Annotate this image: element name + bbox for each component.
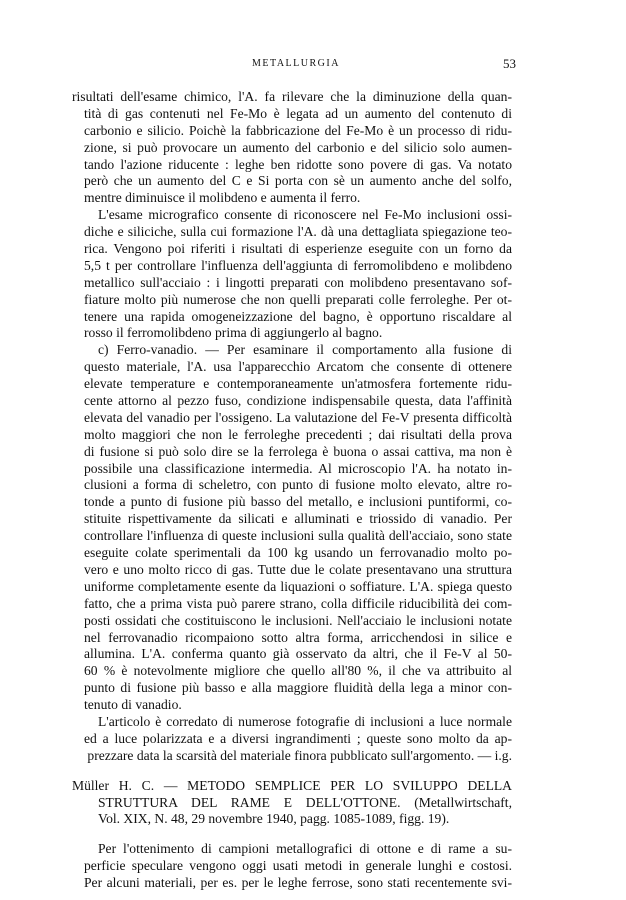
running-head xyxy=(76,58,516,78)
body-line: perficie speculare vengono oggi usati metodi in generale lunghi e costosi. xyxy=(84,858,512,874)
body-line: rosso il ferromolibdeno prima di aggiungerlo al bagno. xyxy=(84,325,383,341)
body-line: tità di gas contenuti nel Fe-Mo è legata ad un aumento del contenuto di xyxy=(84,105,512,121)
section-gap xyxy=(72,828,512,841)
body-line: cente attorno al pezzo fuso, condizione indispensabile questa, data l'affinità xyxy=(84,393,512,409)
body-line: possibile una classificazione intermedia. Al microscopio l'A. ha notato in- xyxy=(84,460,512,476)
citation-line: Müller H. C. — METODO SEMPLICE PER LO SVILUPPO DELLA xyxy=(72,777,512,793)
body-line: fiature molto più numerose che non quelli preparati colle ferroleghe. Per ot- xyxy=(84,291,512,307)
body-line: elevate temperature e contemporaneamente un'atmosfera fortemente ridu- xyxy=(84,376,512,392)
body-line: carbonio e silicio. Poichè la fabbricazione del Fe-Mo è un processo di ridu- xyxy=(84,122,512,138)
body-line: elevata del vanadio per l'ossigeno. La valutazione del Fe-V presenta difficoltà xyxy=(84,409,512,425)
body-line: questo materiale, l'A. usa l'apparecchio Arcatom che consente di ottenere xyxy=(84,359,512,375)
body-line: posti ossidati che costituiscono le inclusioni. Nell'acciaio le inclusioni notate xyxy=(84,612,512,628)
body-line: Per l'ottenimento di campioni metallografici di ottone e di rame a su- xyxy=(98,841,512,857)
body-line: tonde a punto di fusione più basso del metallo, e inclusioni puntiformi, co- xyxy=(84,494,512,510)
citation-line: STRUTTURA DEL RAME E DELL'OTTONE. (Metallwirtschaft, xyxy=(98,794,512,810)
body-line: uniforme completamente esente da liquazioni o soffiature. L'A. spiega questo xyxy=(84,578,512,594)
body-line: L'esame micrografico consente di riconoscere nel Fe-Mo inclusioni ossi- xyxy=(98,207,512,223)
body-line: diche e siliciche, sulla cui formazione l'A. dà una dettagliata spiegazione teo- xyxy=(84,224,512,240)
body-line: rica. Vengono poi riferiti i risultati di esperienze eseguite con un forno da xyxy=(84,241,512,257)
body-line: 5,5 t per controllare l'influenza dell'aggiunta di ferromolibdeno e molibdeno xyxy=(84,257,512,273)
body-line: però che un aumento del C e Si porta con sè un aumento anche del solfo, xyxy=(84,173,512,189)
body-line: zione, si può provocare un aumento del carbonio e del silicio solo aumen- xyxy=(84,139,512,155)
body-line: metallico sull'acciaio : i lingotti preparati con molibdeno presentavano sof- xyxy=(84,274,512,290)
body-line: vero e uno molto ricco di gas. Tutte due le colate presentavano una struttura xyxy=(84,561,512,577)
body-line: stituite rispettivamente da silicati e alluminati e triossido di vanadio. Per xyxy=(84,511,512,527)
body-line: ed a luce polarizzata e a diversi ingrandimenti ; queste sono molto da ap- xyxy=(84,730,512,746)
page-number: 53 xyxy=(503,56,516,71)
body-line: 60 % è notevolmente migliore che quello all'80 %, il che va attribuito al xyxy=(84,663,512,679)
body-line: molto maggiori che non le ferroleghe precedenti ; dai risultati della prova xyxy=(84,426,512,442)
body-line: fatto, che a prima vista può parere strano, colla difficile riducibilità dei com- xyxy=(84,595,512,611)
body-line: clusioni a forma di scheletro, con punto di fusione molto elevato, altre ro- xyxy=(84,477,512,493)
body-line: nel ferrovanadio ricompaiono sotto altra forma, arricchendosi in silice e xyxy=(84,629,512,645)
body-line: tando l'azione riducente : leghe ben ridotte sono povere di gas. Va notato xyxy=(84,156,512,172)
body-line: prezzare data la scarsità del materiale finora pubblicato sull'argomento. — i.g. xyxy=(87,747,512,763)
body-line: c) Ferro-vanadio. — Per esaminare il comportamento alla fusione di xyxy=(98,342,512,358)
body-line: controllare l'influenza di queste inclusioni sulla qualità dell'acciaio, sono state xyxy=(84,528,512,544)
body-line: tenere una rapida omogeneizzazione del bagno, è opportuno riscaldare al xyxy=(84,308,512,324)
body-line: L'articolo è corredato di numerose fotografie di inclusioni a luce normale xyxy=(98,713,512,729)
body-line: eseguite colate sperimentali da 100 kg usando un ferrovanadio molto po- xyxy=(84,545,512,561)
body-line: tenuto di vanadio. xyxy=(84,697,182,713)
section-gap xyxy=(72,765,512,778)
body-line: risultati dell'esame chimico, l'A. fa rilevare che la diminuzione della quan- xyxy=(72,89,512,104)
body-line: Per alcuni materiali, per es. per le leghe ferrose, sono stati recentemente svi- xyxy=(84,875,512,891)
body-line: allumina. L'A. conferma quanto già osservato da altri, che il Fe-V al 50- xyxy=(84,646,512,662)
running-title: METALLURGIA xyxy=(252,58,340,69)
page-body xyxy=(72,89,512,892)
body-line: mentre diminuisce il molibdeno e aumenta il ferro. xyxy=(84,190,361,206)
citation-line: Vol. XIX, N. 48, 29 novembre 1940, pagg. 1085-1089, figg. 19). xyxy=(98,811,450,827)
body-line: di fusione si può solo dire se la ferrolega è buona o assai cattiva, ma non è xyxy=(84,443,512,459)
body-line: punto di fusione più basso e alla maggiore fluidità della lega a minor con- xyxy=(84,680,512,696)
